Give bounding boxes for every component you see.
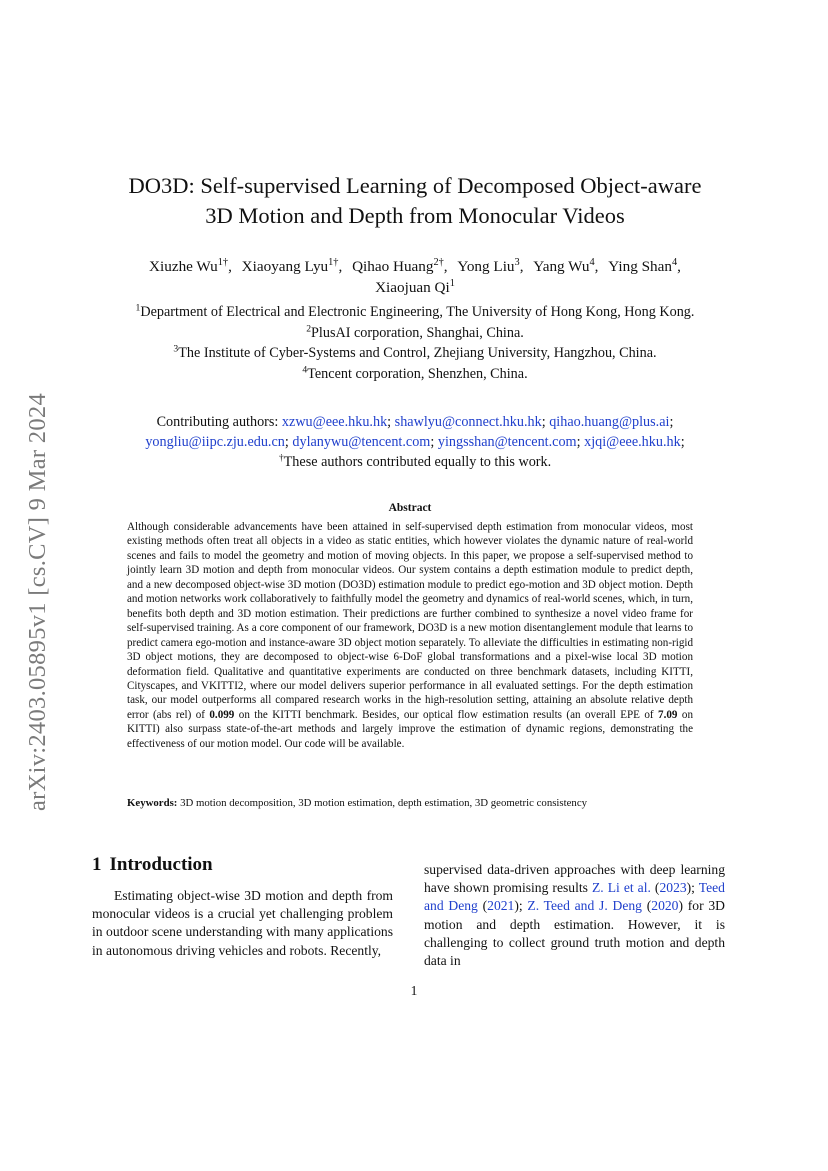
title-line-2: 3D Motion and Depth from Monocular Videos xyxy=(205,203,625,228)
author: Yang Wu$^4$, xyxy=(533,256,599,275)
abstract-body: Although considerable advancements have been attained in self-supervised depth estimation from monocular videos, most existing methods often treat all objects in a video as static entities, which however violates the dynamic nature of real-world scenes and fails to model the geometry and motion of moving objects. In this paper, we propose a self-supervised method to jointly learn 3D motion and depth from monocular videos. Our system contains a depth estimation module to predict depth, and a new decomposed object-wise 3D motion (DO3D) estimation module to predict ego-motion and 3D object motion. Depth and motion networks work collaboratively to faithfully model the geometry and dynamics of real-world scenes, which, in turn, benefits both depth and 3D motion estimation. Their predictions are further combined to synthesize a novel video frame for self-supervised training. As a core component of our framework, DO3D is a new motion disentanglement module that learns to predict camera ego-motion and instance-aware 3D object motion separately. To alleviate the difficulties in estimating non-rigid 3D object motions, they are decomposed to object-wise 6-DoF global transformations and a pixel-wise local 3D motion deformation field. Qualitative and quantitative experiments are conducted on three benchmark datasets, including KITTI, Cityscapes, and VKITTI2, where our model delivers superior performance in all evaluated settings. For the depth estimation task, our model outperforms all compared research works in the high-resolution setting, attaining an absolute relative depth error (abs rel) of 0.099 on the KITTI benchmark. Besides, our optical flow estimation results (an overall EPE of 7.09 on KITTI) also surpass state-of-the-art methods and largely improve the estimation of dynamic regions, demonstrating the effectiveness of our motion model. Our code will be available. xyxy=(127,521,693,750)
affiliation: $^2$PlusAI corporation, Shanghai, China. xyxy=(306,322,524,341)
arxiv-id: arXiv:2403.05895v1 [cs.CV] 9 Mar 2024 xyxy=(24,392,51,812)
email-link[interactable]: dylanywu@tencent.com xyxy=(292,434,431,450)
email-link[interactable]: shawlyu@connect.hku.hk xyxy=(394,414,542,430)
affiliations xyxy=(70,302,760,384)
citation-link[interactable]: Teed and Deng xyxy=(424,880,725,914)
author: Yong Liu$^3$, xyxy=(457,256,524,275)
citation-year-link[interactable]: 2023 xyxy=(659,880,687,896)
intro-paragraph-left: Estimating object-wise 3D motion and depth from monocular videos is a crucial yet challenging problem in outdoor scene understanding with many applications in autonomous driving vehicles and robots. Recently, xyxy=(92,888,393,958)
email-link[interactable]: xzwu@eee.hku.hk xyxy=(281,414,388,430)
equal-contribution-note: †These authors contributed equally to this work. xyxy=(278,452,552,470)
email-link[interactable]: xjqi@eee.hku.hk xyxy=(584,434,681,450)
keywords xyxy=(127,797,693,809)
keywords-label: Keywords: xyxy=(127,797,178,809)
affiliation: $^1$Department of Electrical and Electronic Engineering, The University of Hong Kong, Hong Kong. xyxy=(135,302,695,320)
abstract-heading: Abstract xyxy=(388,502,432,514)
affiliation: $^4$Tencent corporation, Shenzhen, China. xyxy=(302,363,528,382)
author: Ying Shan$^4$, xyxy=(608,256,681,275)
author: Qihao Huang$^{2\dagger}$, xyxy=(352,256,448,275)
arxiv-sidebar-stamp xyxy=(16,362,60,842)
citation-link[interactable]: Z. Li et al. xyxy=(591,880,651,896)
section-heading xyxy=(92,854,213,876)
intro-paragraph-right: supervised data-driven approaches with deep learning have shown promising results Z. Li et al. (2023); Teed and Deng (2021); Z. Teed and J. Deng (2020) for 3D motion and depth estimation. However, it is challenging to collect ground truth motion and depth data in xyxy=(424,862,725,969)
contrib-label: Contributing authors: xyxy=(156,414,279,430)
email-link[interactable]: qihao.huang@plus.ai xyxy=(549,414,670,430)
title-line-1: DO3D: Self-supervised Learning of Decomposed Object-aware xyxy=(128,173,702,198)
page-number: 1 xyxy=(410,983,418,998)
section-number: 1 xyxy=(92,854,102,875)
author: Xiaoyang Lyu$^{1\dagger}$, xyxy=(241,256,343,275)
author: Xiuzhe $Wu^{1\dagger}$, xyxy=(149,256,232,275)
author-list xyxy=(70,256,760,298)
citation-link[interactable]: Z. Teed and J. Deng xyxy=(527,898,642,914)
keywords-text: 3D motion decomposition, 3D motion estimation, depth estimation, 3D geometric consistency xyxy=(180,797,588,809)
author: Xiaojuan Qi$^1$ xyxy=(375,277,455,296)
section-title: Introduction xyxy=(109,854,213,875)
paper-title xyxy=(70,171,760,231)
citation-year-link[interactable]: 2020 xyxy=(651,898,679,914)
contributing-authors: Contributing authors: xzwu@eee.hku.hk; shawlyu@connect.hku.hk; qihao.huang@plus.ai; yongliu@iipc.zju.edu.cn; dylanywu@tencent.com; yingsshan@tencent.com; xjqi@eee.hku.hk; †These authors contributed equally to this work. xyxy=(70,412,760,472)
email-link[interactable]: yingsshan@tencent.com xyxy=(437,434,577,450)
affiliation: $^3$The Institute of Cyber-Systems and Control, Zhejiang University, Hangzhou, China. xyxy=(173,343,657,361)
email-link[interactable]: yongliu@iipc.zju.edu.cn xyxy=(145,434,285,450)
citation-year-link[interactable]: 2021 xyxy=(487,898,515,914)
